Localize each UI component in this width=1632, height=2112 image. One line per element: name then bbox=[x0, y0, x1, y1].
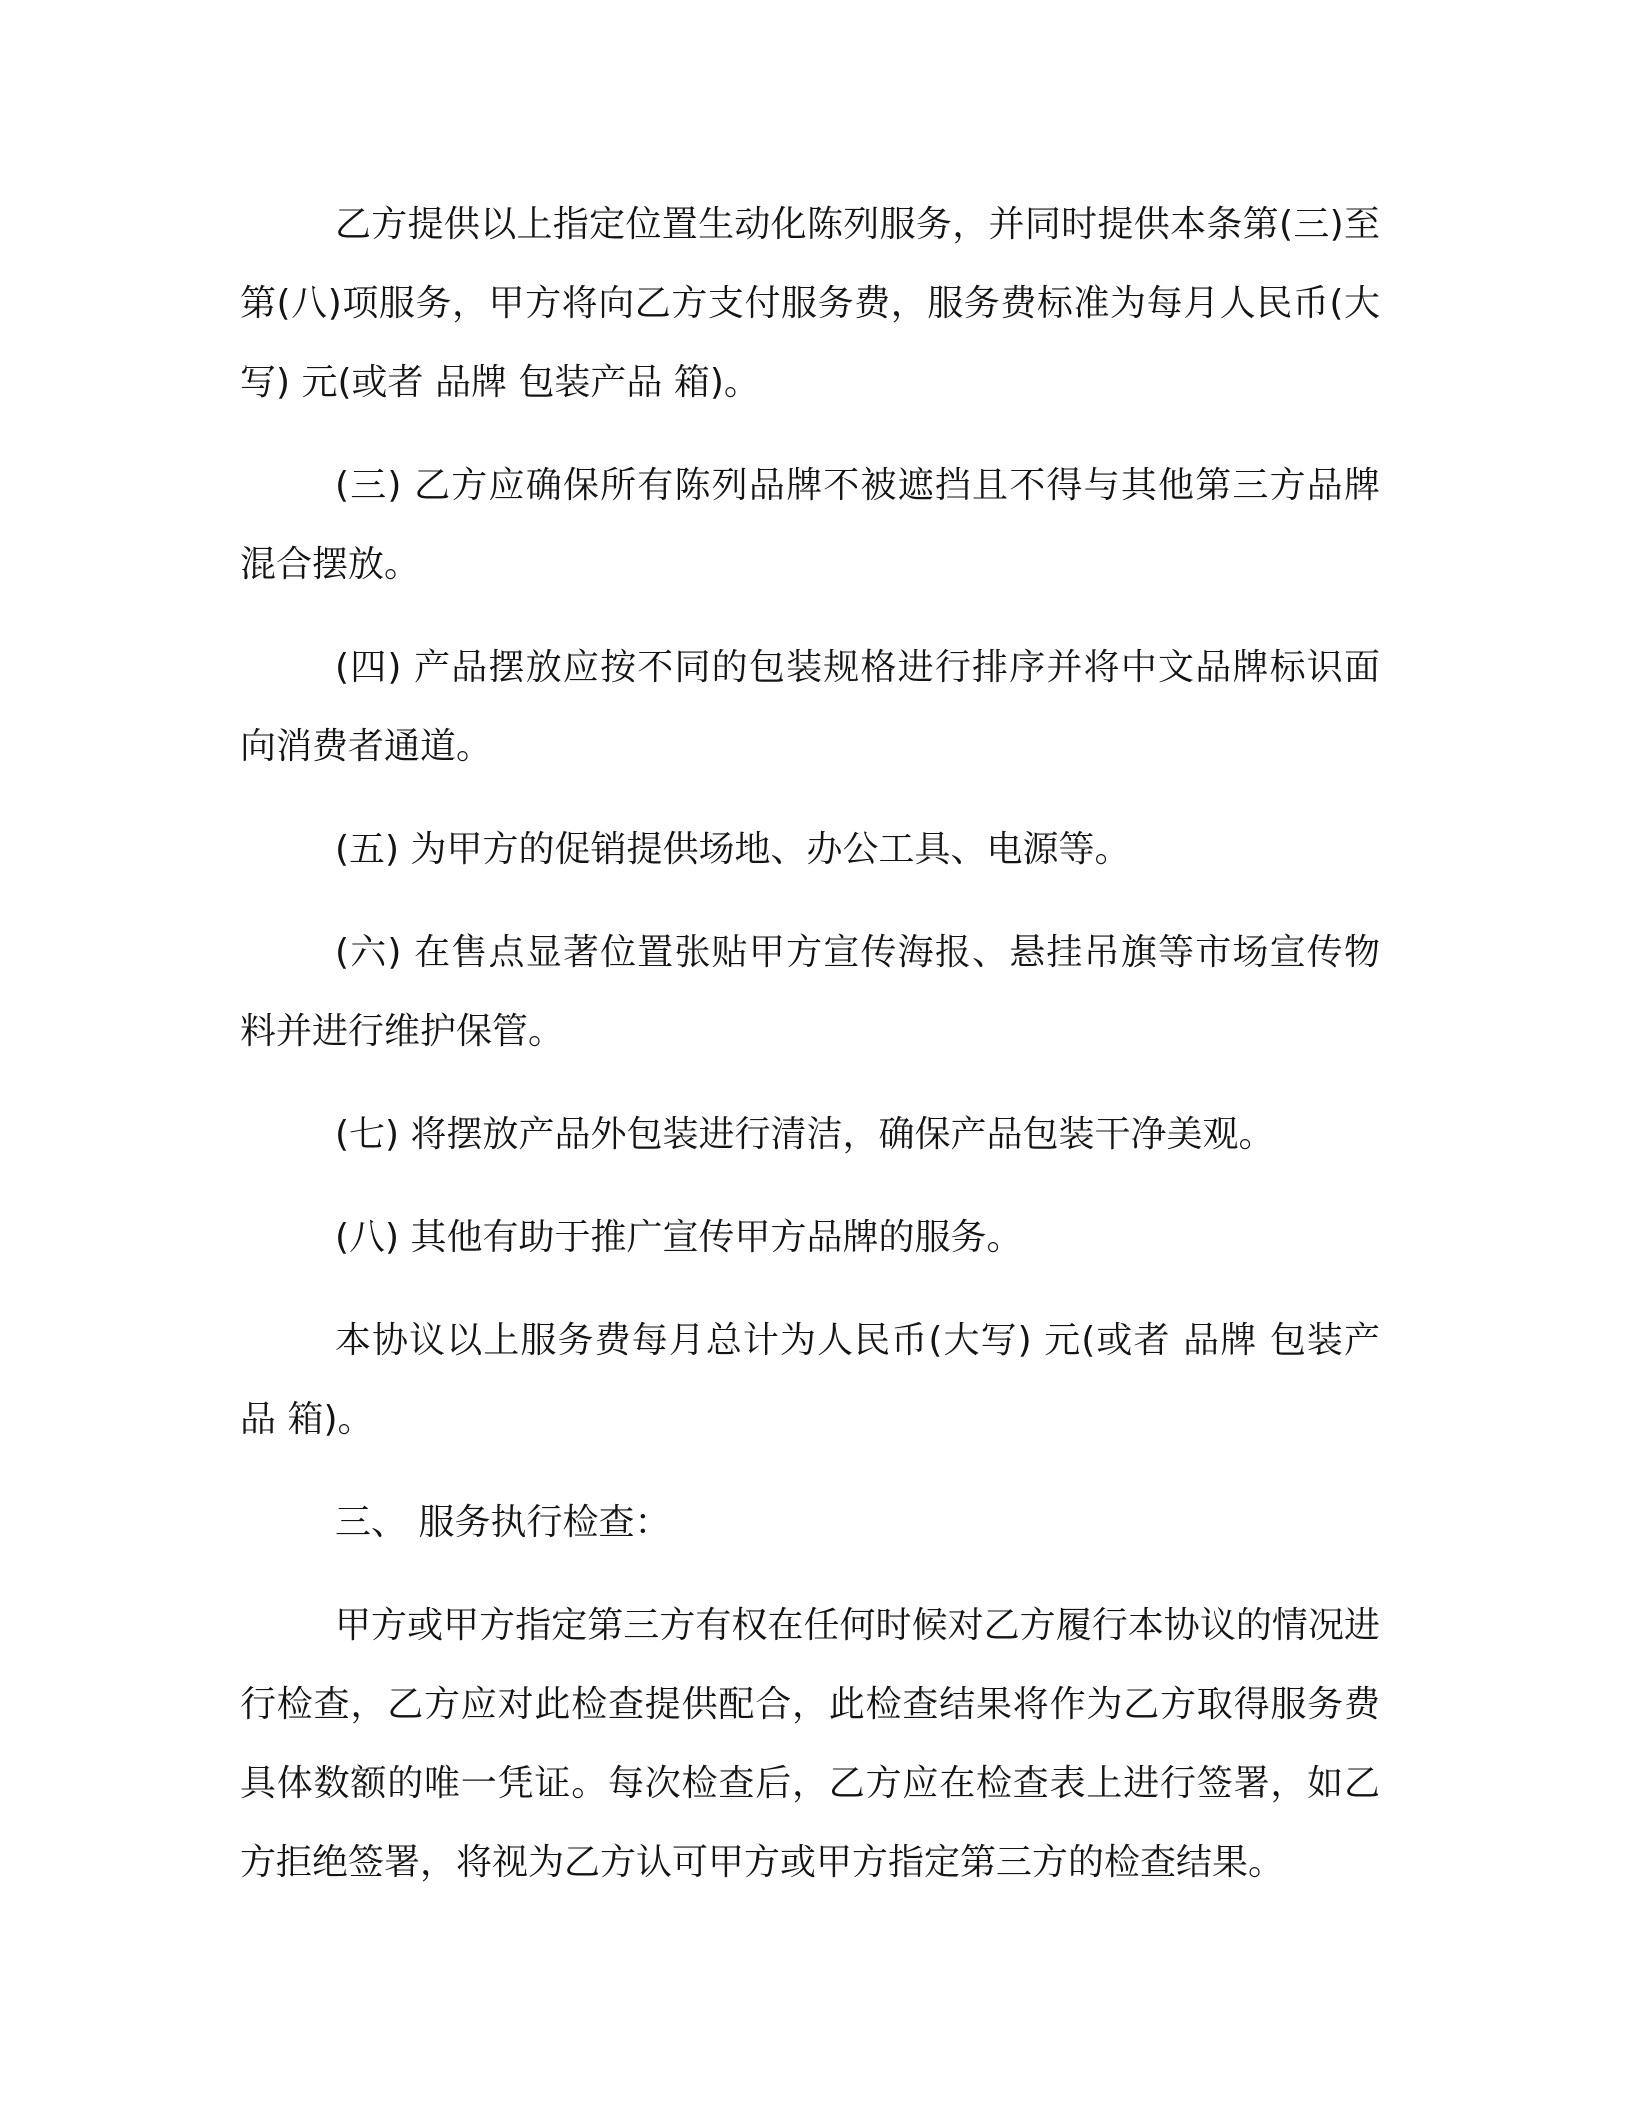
document-body bbox=[240, 185, 1380, 1926]
paragraph-item-5: (五) 为甲方的促销提供场地、办公工具、电源等。 bbox=[335, 829, 1131, 870]
paragraph-item-6: (六) 在售点显著位置张贴甲方宣传海报、悬挂吊旗等市场宣传物料并进行维护保管。 bbox=[240, 932, 1380, 1052]
paragraph-item-4: (四) 产品摆放应按不同的包装规格进行排序并将中文品牌标识面向消费者通道。 bbox=[240, 647, 1380, 767]
paragraph-item-3: (三) 乙方应确保所有陈列品牌不被遮挡且不得与其他第三方品牌混合摆放。 bbox=[240, 465, 1380, 585]
paragraph-inspection: 甲方或甲方指定第三方有权在任何时候对乙方履行本协议的情况进行检查，乙方应对此检查提供配合，此检查结果将作为乙方取得服务费具体数额的唯一凭证。每次检查后，乙方应在检查表上进行签署，如乙方拒绝签署，将视为乙方认可甲方或甲方指定第三方的检查结果。 bbox=[240, 1605, 1380, 1883]
paragraph-item-8: (八) 其他有助于推广宣传甲方品牌的服务。 bbox=[335, 1217, 1023, 1258]
paragraph-service-fee: 乙方提供以上指定位置生动化陈列服务，并同时提供本条第(三)至第(八)项服务，甲方将向乙方支付服务费，服务费标准为每月人民币(大写) 元(或者 品牌 包装产品 箱)。 bbox=[240, 204, 1380, 403]
paragraph-item-7: (七) 将摆放产品外包装进行清洁，确保产品包装干净美观。 bbox=[335, 1114, 1275, 1155]
paragraph-total-fee: 本协议以上服务费每月总计为人民币(大写) 元(或者 品牌 包装产品 箱)。 bbox=[240, 1320, 1380, 1440]
section-heading-inspection: 三、 服务执行检查： bbox=[335, 1502, 671, 1543]
